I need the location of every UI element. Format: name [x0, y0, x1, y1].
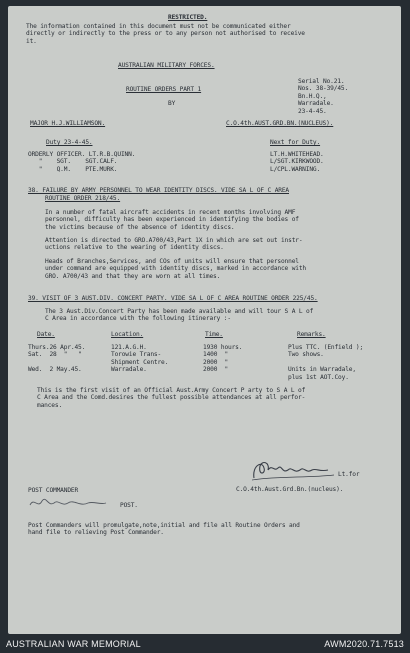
itinerary-remarks: Plus TTC. (Enfield ); Two shows. Units in Warradale, plus 1st AOT.Coy.	[288, 344, 364, 381]
itinerary-locations: 121.A.G.H. Torowie Trans- Shipment Centre. Warradale.	[111, 344, 169, 374]
itinerary-times: 1930 hours. 1400 " 2000 " 2000 "	[203, 344, 243, 374]
officer-signature	[248, 458, 348, 484]
document-page	[8, 6, 401, 634]
item-38-para-1: In a number of fatal aircraft accidents in recent months involving AMF personnel, difficulty has been experienced in identifying the bodies of the victims because of the absence of identity discs.	[45, 209, 299, 231]
item-39-heading: 39. VISIT OF 3 AUST.DIV. CONCERT PARTY. VIDE SA L OF C AREA ROUTINE ORDER 225/45.	[28, 295, 318, 302]
item-39-para-1: The 3 Aust.Div.Concert Party has been made available and will tour S A L of C Area in accordance with the following itinerary :-	[45, 308, 314, 323]
next-duty-roster: LT.H.WHITEHEAD. L/SGT.KIRKWOOD. L/CPL.WARNING.	[270, 151, 324, 173]
footer-bar	[0, 637, 410, 653]
signature-unit: C.O.4th.Aust.Grd.Bn.(nucleus).	[236, 486, 344, 493]
commander-name: MAJOR H.J.WILLIAMSON.	[30, 120, 106, 127]
post-commander-label: POST COMMANDER	[28, 487, 79, 494]
confidentiality-notice: The information contained in this document must not be communicated either directly or indirectly to the press or to any person not authorised to receive it.	[26, 23, 305, 45]
closing-instruction: Post Commanders will promulgate,note,initial and file all Routine Orders and hand file to relieving Post Commander.	[28, 522, 300, 537]
item-38-para-3: Heads of Branches,Services, and COs of units will ensure that personnel under command are equipped with identity discs, marked in accordance with GRO. A700/43 and that they are worn at all times.	[45, 258, 306, 280]
duty-roster: ORDERLY OFFICER. LT.R.B.QUINN. " SGT. SGT.CALF. " Q.M. PTE.MURK.	[28, 151, 136, 173]
signature-lt-for: Lt.for	[338, 471, 360, 478]
item-38-para-2: Attention is directed to GRO.A700/43,Part 1X in which are set out instr- uctions relative to the wearing of identity discs.	[45, 237, 303, 252]
item-38-heading: 38. FAILURE BY ARMY PERSONNEL TO WEAR IDENTITY DISCS. VIDE SA L OF C AREA	[28, 187, 289, 194]
footer-source: AUSTRALIAN WAR MEMORIAL	[6, 639, 141, 649]
column-date: Date.	[37, 331, 55, 338]
item-38-heading-2: ROUTINE ORDER 218/45.	[45, 195, 121, 202]
itinerary-dates: Thurs.26 Apr.45. Sat. 28 " " Wed. 2 May.45.	[28, 344, 86, 374]
title-line-3: BY	[168, 100, 176, 107]
next-duty-heading: Next for Duty.	[270, 139, 321, 146]
title-line-1: AUSTRALIAN MILITARY FORCES.	[118, 62, 215, 69]
restricted-label: RESTRICTED.	[168, 14, 208, 21]
serial-block: Serial No.21. Nos. 38-39/45. Bn.H.Q., Warradale. 23-4-45.	[298, 78, 349, 115]
title-line-2: ROUTINE ORDERS PART 1	[126, 86, 202, 93]
item-39-para-2: This is the first visit of an Official Aust.Army Concert P arty to S A L of C Area and the Comd.desires the fullest possible attendances at all perfor- mances.	[37, 387, 306, 409]
column-time: Time.	[205, 331, 223, 338]
column-location: Location.	[111, 331, 144, 338]
duty-heading: Duty 23-4-45.	[46, 139, 93, 146]
column-remarks: Remarks.	[297, 331, 326, 338]
footer-accession-number: AWM2020.71.7513	[324, 639, 404, 649]
post-commander-signature	[28, 495, 108, 511]
post-label: POST.	[120, 502, 138, 509]
unit-name: C.O.4th.AUST.GRD.BN.(NUCLEUS).	[226, 120, 334, 127]
